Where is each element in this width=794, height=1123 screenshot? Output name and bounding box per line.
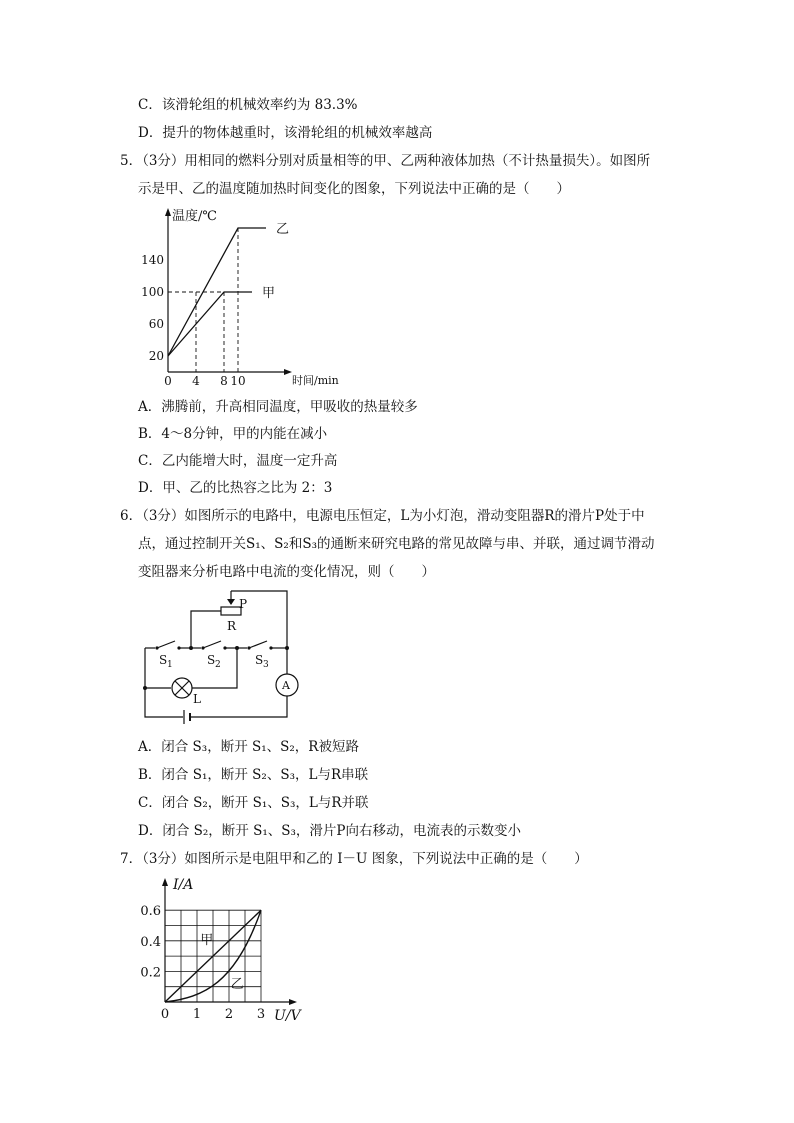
q6-stem-line2: 点，通过控制开关S₁、S₂和S₃的通断来研究电路的常见故障与串、并联，通过调节滑动 (138, 536, 655, 552)
q7-stem: 7．（3分）如图所示是电阻甲和乙的 I－U 图象，下列说法中正确的是（ ） (120, 851, 588, 867)
q5-option-b: B．4～8分钟，甲的内能在减小 (138, 426, 328, 442)
resistor-r (221, 607, 241, 615)
q5-option-a: A．沸腾前，升高相同温度，甲吸收的热量较多 (138, 399, 418, 415)
label-s3-sub: 3 (263, 660, 269, 670)
label-l: L (193, 692, 201, 706)
x-axis-label: U/V (274, 1008, 301, 1024)
series-line-1 (168, 292, 252, 356)
q5-option-c: C．乙内能增大时，温度一定升高 (138, 453, 338, 469)
q5-option-d: D．甲、乙的比热容之比为 2：3 (138, 480, 333, 496)
q4-option-d: D．提升的物体越重时，该滑轮组的机械效率越高 (138, 125, 433, 141)
series-label-2: 乙 (276, 222, 290, 237)
x-tick-label: 0 (164, 374, 172, 388)
q7-iu-chart (135, 872, 315, 1024)
label-r: R (227, 619, 237, 633)
y-axis-label: I/A (173, 877, 194, 893)
y-axis-arrow (162, 878, 168, 886)
label-ammeter: A (282, 679, 290, 692)
q6-stem-line3: 变阻器来分析电路中电流的变化情况，则（ ） (138, 564, 435, 580)
q6-option-b: B．闭合 S₁，断开 S₂、S₃，L与R串联 (138, 767, 369, 783)
q6-stem-line1: 6．（3分）如图所示的电路中，电源电压恒定，L为小灯泡，滑动变阻器R的滑片P处于中 (120, 508, 645, 524)
x-tick-label: 3 (256, 1007, 266, 1022)
q6-option-a: A．闭合 S₃，断开 S₁、S₂，R被短路 (138, 739, 359, 755)
x-tick-label: 0 (160, 1007, 170, 1022)
y-axis-label: 温度/℃ (172, 209, 217, 224)
q6-option-c: C．闭合 S₂，断开 S₁、S₃，L与R并联 (138, 795, 369, 811)
y-tick-label: 60 (148, 317, 164, 331)
q6-circuit-diagram (135, 585, 305, 725)
switch-s3-blade (249, 641, 267, 648)
y-tick-label: 0.2 (140, 965, 161, 981)
x-tick-label: 10 (230, 374, 246, 388)
label-p: P (239, 597, 248, 611)
y-tick-label: 140 (141, 253, 164, 267)
q5-temperature-chart (140, 204, 380, 390)
x-axis-label: 时间/min (292, 374, 339, 387)
y-tick-label: 100 (141, 285, 164, 299)
x-tick-label: 2 (224, 1007, 234, 1022)
label-s1-sub: 1 (167, 660, 173, 670)
label-s2: S (207, 653, 216, 667)
label-s1: S (159, 653, 168, 667)
q6-option-d: D．闭合 S₂，断开 S₁、S₃，滑片P向右移动，电流表的示数变小 (138, 823, 521, 839)
label-s2-sub: 2 (215, 660, 221, 670)
x-tick-label: 4 (192, 374, 200, 388)
x-axis-arrow (289, 999, 297, 1005)
y-tick-label: 20 (148, 349, 164, 363)
y-tick-label: 0.4 (140, 934, 161, 950)
series-label-yi: 乙 (230, 977, 244, 993)
q5-stem-line1: 5．（3分）用相同的燃料分别对质量相等的甲、乙两种液体加热（不计热量损失）。如图所 (120, 153, 651, 169)
y-tick-label: 0.6 (140, 904, 161, 920)
switch-s1-blade (157, 641, 175, 648)
series-label-1: 甲 (262, 286, 276, 301)
label-s3: S (255, 653, 264, 667)
x-tick-label: 8 (220, 374, 228, 388)
y-axis-arrow (165, 208, 171, 216)
q4-option-c: C．该滑轮组的机械效率约为 83.3% (138, 97, 358, 113)
x-tick-label: 1 (192, 1007, 202, 1022)
x-axis-arrow (284, 369, 292, 375)
series-label-jia: 甲 (200, 932, 214, 948)
q5-stem-line2: 示是甲、乙的温度随加热时间变化的图象，下列说法中正确的是（ ） (138, 181, 570, 197)
switch-s2-blade (203, 641, 221, 648)
